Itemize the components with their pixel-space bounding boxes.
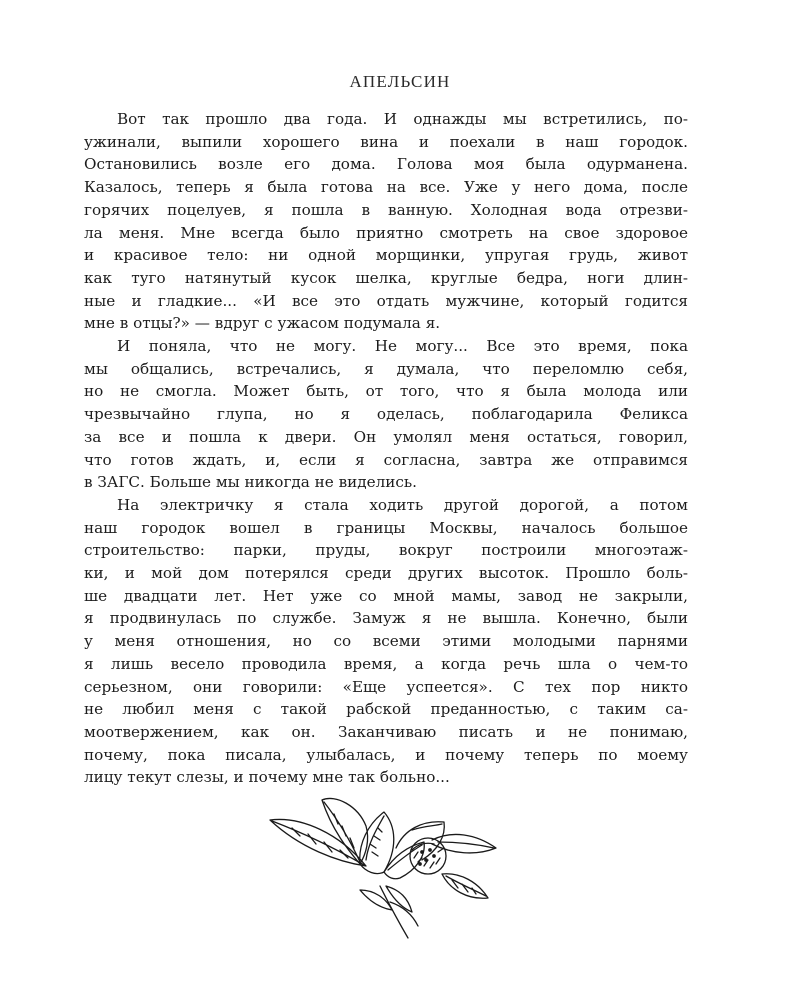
- text-line: Остановились возле его дома. Голова моя была одурманена.: [84, 155, 688, 174]
- text-line: мне в отцы?» — вдруг с ужасом подумала я.: [84, 314, 441, 333]
- text-line: Вот так прошло два года. И однажды мы встретились, по-: [117, 110, 688, 128]
- text-line: ла меня. Мне всегда было приятно смотреть на свое здоровое: [84, 223, 688, 242]
- text-line: и красивое тело: ни одной морщинки, упругая грудь, живот: [84, 246, 688, 265]
- text-line: в ЗАГС. Больше мы никогда не виделись.: [84, 473, 417, 492]
- text-line: ки, и мой дом потерялся среди других высоток. Прошло боль-: [84, 564, 688, 583]
- text-line: наш городок вошел в границы Москвы, началось большое: [84, 518, 688, 537]
- text-line: ные и гладкие... «И все это отдать мужчине, который годится: [84, 291, 688, 310]
- body-text: [84, 108, 688, 789]
- text-line: чрезвычайно глупа, но я оделась, поблагодарила Феликса: [84, 405, 688, 424]
- text-line: как туго натянутый кусок шелка, круглые бедра, ноги длин-: [84, 268, 688, 287]
- text-line: ужинали, выпили хорошего вина и поехали в наш городок.: [84, 132, 688, 151]
- text-line: но не смогла. Может быть, от того, что я была молода или: [84, 382, 688, 401]
- text-line: моотвержением, как он. Заканчиваю писать и не понимаю,: [84, 722, 688, 741]
- text-line: строительство: парки, пруды, вокруг построили многоэтаж-: [84, 541, 688, 560]
- running-head: АПЕЛЬСИН: [349, 72, 451, 91]
- text-line: я лишь весело проводила время, а когда речь шла о чем-то: [84, 654, 688, 673]
- flower-icon: [262, 790, 502, 950]
- text-line: И поняла, что не могу. Не могу... Все это время, пока: [117, 337, 688, 356]
- paragraph-1: [84, 108, 688, 335]
- paragraph-2: [84, 335, 688, 494]
- text-line: серьезном, они говорили: «Еще успеется». С тех пор никто: [84, 677, 688, 696]
- text-line: лицу текут слезы, и почему мне так больно...: [84, 768, 450, 787]
- text-line: я продвинулась по службе. Замуж я не вышла. Конечно, были: [84, 609, 688, 628]
- text-line: у меня отношения, но со всеми этими молодыми парнями: [84, 632, 688, 651]
- text-line: что готов ждать, и, если я согласна, завтра же отправимся: [84, 450, 688, 469]
- text-line: мы общались, встречались, я думала, что переломлю себя,: [84, 359, 688, 378]
- text-line: почему, пока писала, улыбалась, и почему теперь по моему: [84, 745, 688, 764]
- text-line: за все и пошла к двери. Он умолял меня остаться, говорил,: [84, 427, 688, 446]
- text-line: не любил меня с такой рабской преданностью, с таким са-: [84, 700, 688, 719]
- text-line: Казалось, теперь я была готова на все. Уже у него дома, после: [84, 178, 688, 197]
- text-line: ше двадцати лет. Нет уже со мной мамы, завод не закрыли,: [84, 586, 688, 605]
- paragraph-3: [84, 494, 688, 789]
- text-line: горячих поцелуев, я пошла в ванную. Холодная вода отрезви-: [84, 200, 688, 219]
- text-line: На электричку я стала ходить другой дорогой, а потом: [117, 495, 688, 514]
